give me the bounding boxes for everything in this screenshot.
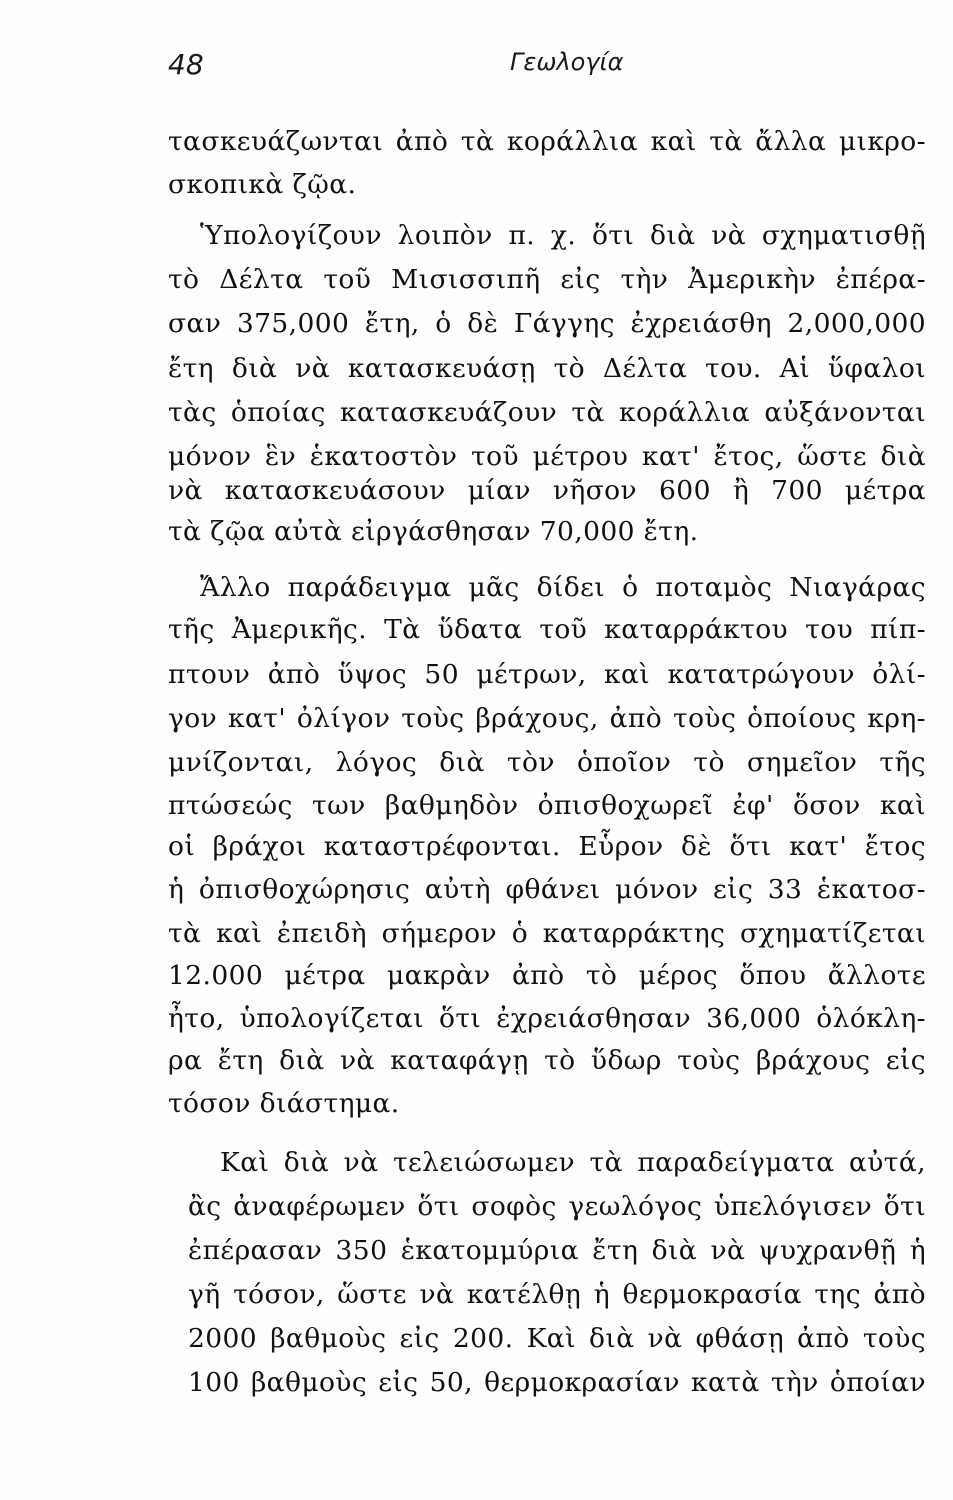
- text-line: Ὑπολογίζουν λοιπὸν π. χ. ὅτι διὰ νὰ σχηματισθῇ: [200, 220, 926, 251]
- text-line: ἡ ὀπισθοχώρησις αὐτὴ φθάνει μόνον εἰς 33 ἑκατοσ-: [168, 874, 926, 905]
- text-line: γον κατ' ὀλίγον τοὺς βράχους, ἀπὸ τοὺς ὁποίους κρη-: [168, 703, 926, 734]
- text-line: τὸ Δέλτα τοῦ Μισισσιπῆ εἰς τὴν Ἀμερικὴν ἐπέρα-: [168, 264, 926, 295]
- text-line: τασκευάζωνται ἀπὸ τὰ κοράλλια καὶ τὰ ἄλλα μικρο-: [168, 126, 926, 157]
- text-line: τὰ ζῷα αὐτὰ εἰργάσθησαν 70,000 ἔτη.: [168, 516, 699, 547]
- text-line: τὰ καὶ ἐπειδὴ σήμερον ὁ καταρράκτης σχηματίζεται: [168, 918, 926, 949]
- text-line: πτουν ἀπὸ ὕψος 50 μέτρων, καὶ κατατρώγουν ὀλί-: [168, 659, 926, 690]
- text-line: 2000 βαθμοὺς εἰς 200. Καὶ διὰ νὰ φθάσῃ ἀπὸ τοὺς: [188, 1323, 926, 1354]
- text-line: Καὶ διὰ νὰ τελειώσωμεν τὰ παραδείγματα αὐτά,: [220, 1147, 926, 1178]
- text-line: οἱ βράχοι καταστρέφονται. Εὗρον δὲ ὅτι κατ' ἔτος: [168, 831, 926, 862]
- text-line: ἂς ἀναφέρωμεν ὅτι σοφὸς γεωλόγος ὑπελόγισεν ὅτι: [188, 1191, 926, 1222]
- running-head: [168, 48, 628, 88]
- page-number: 48: [168, 48, 204, 81]
- text-line: μόνον ἓν ἑκατοστὸν τοῦ μέτρου κατ' ἔτος, ὥστε διὰ: [168, 441, 926, 472]
- text-line: πτώσεώς των βαθμηδὸν ὀπισθοχωρεῖ ἐφ' ὅσον καὶ: [168, 790, 926, 821]
- text-line: ἐπέρασαν 350 ἑκατομμύρια ἔτη διὰ νὰ ψυχρανθῇ ἡ: [188, 1235, 926, 1266]
- text-line: σαν 375,000 ἔτη, ὁ δὲ Γάγγης ἐχρειάσθη 2,000,000: [168, 308, 926, 339]
- text-line: ρα ἔτη διὰ νὰ καταφάγῃ τὸ ὕδωρ τοὺς βράχους εἰς: [168, 1045, 926, 1076]
- text-line: σκοπικὰ ζῷα.: [168, 169, 357, 200]
- text-line: τὰς ὁποίας κατασκευάζουν τὰ κοράλλια αὐξάνονται: [168, 397, 926, 428]
- text-line: 100 βαθμοὺς εἰς 50, θερμοκρασίαν κατὰ τὴν ὁποίαν: [188, 1367, 926, 1398]
- text-line: 12.000 μέτρα μακρὰν ἀπὸ τὸ μέρος ὅπου ἄλλοτε: [168, 960, 926, 991]
- text-line: μνίζονται, λόγος διὰ τὸν ὁποῖον τὸ σημεῖον τῆς: [168, 747, 926, 778]
- text-line: τῆς Ἀμερικῆς. Τὰ ὕδατα τοῦ καταρράκτου του πίπ-: [168, 614, 926, 645]
- text-line: ἦτο, ὑπολογίζεται ὅτι ἐχρειάσθησαν 36,000 ὁλόκλη-: [168, 1003, 926, 1034]
- text-line: νὰ κατασκευάσουν μίαν νῆσον 600 ἢ 700 μέτρα: [168, 475, 926, 506]
- running-title: Γεωλογία: [510, 48, 624, 76]
- text-line: ἔτη διὰ νὰ κατασκευάσῃ τὸ Δέλτα του. Αἱ ὕφαλοι: [168, 353, 926, 384]
- text-line: τόσον διάστημα.: [168, 1088, 400, 1119]
- text-line: γῆ τόσον, ὥστε νὰ κατέλθῃ ἡ θερμοκρασία της ἀπὸ: [188, 1279, 926, 1310]
- text-line: Ἄλλο παράδειγμα μᾶς δίδει ὁ ποταμὸς Νιαγάρας: [200, 572, 926, 603]
